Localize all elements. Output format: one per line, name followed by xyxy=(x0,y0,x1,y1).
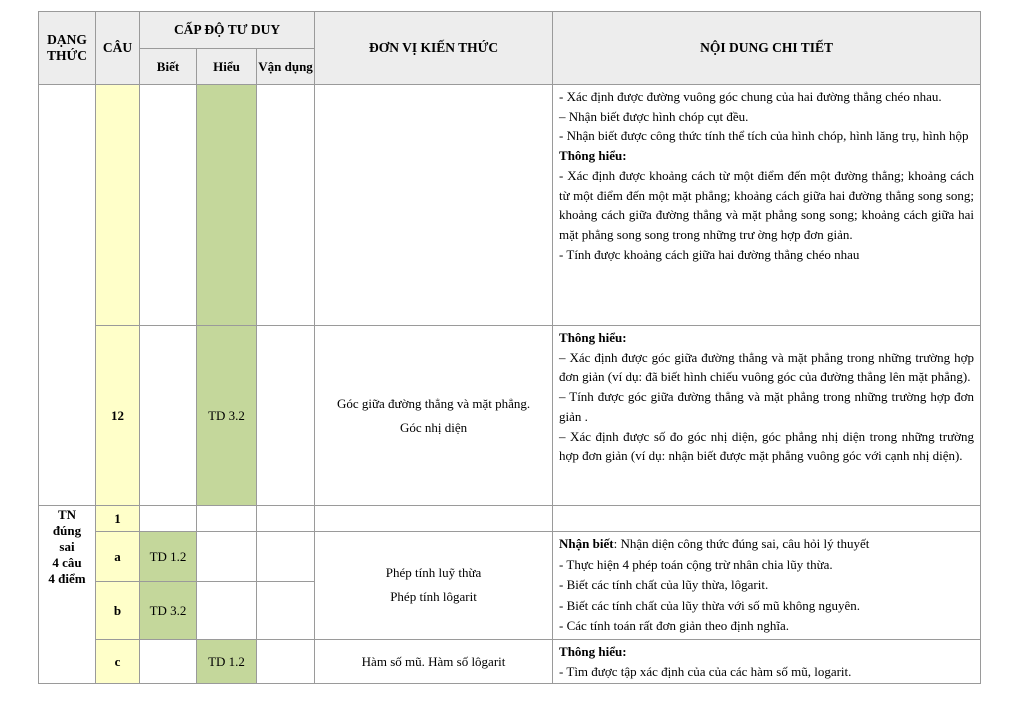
hieu-cell xyxy=(197,85,257,326)
dang-thuc-cell xyxy=(39,85,96,506)
biet-cell xyxy=(140,85,197,326)
detail-cell: Thông hiểu: – Xác định được góc giữa đường thẳng và mặt phẳng trong những trường hợp đơn giản (ví dụ: đã biết hình chiếu vuông góc của đường thẳng lên mặt phẳng). – Tính được góc giữa đường thẳng và mặt phẳng trong những trường hợp đơn giản . – Xác định được số đo góc nhị diện, góc phẳng nhị diện trong những trường hợp đơn giản (ví dụ: nhận biết được mặt phẳng vuông góc với cạnh nhị diện). xyxy=(553,326,981,506)
table-row xyxy=(39,326,981,506)
biet-td: TD 3.2 xyxy=(140,582,197,640)
header-dang-thuc: DẠNG THỨC xyxy=(39,12,96,85)
table-row xyxy=(39,639,981,683)
cau-c: c xyxy=(96,639,140,683)
cau-12: 12 xyxy=(96,326,140,506)
table-row xyxy=(39,532,981,582)
header-biet: Biết xyxy=(140,49,197,85)
unit-cell: Góc giữa đường thẳng và mặt phẳng. Góc nhị diện xyxy=(315,326,553,506)
cau-a: a xyxy=(96,532,140,582)
unit-cell: Hàm số mũ. Hàm số lôgarit xyxy=(315,639,553,683)
table-row xyxy=(39,506,981,532)
header-cap-do: CẤP ĐỘ TƯ DUY xyxy=(140,12,315,49)
cau-b: b xyxy=(96,582,140,640)
biet-td: TD 1.2 xyxy=(140,532,197,582)
table-row xyxy=(39,85,981,326)
dang-thuc-tn: TN đúng sai 4 câu 4 điểm xyxy=(39,506,96,684)
hieu-td: TD 1.2 xyxy=(197,639,257,683)
header-don-vi: ĐƠN VỊ KIẾN THỨC xyxy=(315,12,553,85)
header-hieu: Hiểu xyxy=(197,49,257,85)
unit-cell: Phép tính luỹ thừa Phép tính lôgarit xyxy=(315,532,553,640)
header-van-dung: Vận dụng xyxy=(257,49,315,85)
header-cau: CÂU xyxy=(96,12,140,85)
biet-cell xyxy=(140,326,197,506)
detail-cell: - Xác định được đường vuông góc chung của hai đường thẳng chéo nhau. – Nhận biết được hình chóp cụt đều. - Nhận biết được công thức tính thể tích của hình chóp, hình lăng trụ, hình hộp Thông hiểu: - Xác định được khoảng cách từ một điểm đến một đường thẳng; khoảng cách từ một điểm đến một mặt phẳng; khoảng cách giữa hai đường thẳng song song; khoảng cách giữa đường thẳng và mặt phẳng song song; khoảng cách giữa hai mặt phẳng song song trong những trư ờng hợp đơn giản. - Tính được khoảng cách giữa hai đường thẳng chéo nhau xyxy=(553,85,981,326)
cau-1: 1 xyxy=(96,506,140,532)
knowledge-matrix-table xyxy=(38,11,981,684)
detail-cell: Thông hiểu: - Tìm được tập xác định của của các hàm số mũ, logarit. xyxy=(553,639,981,683)
hieu-td: TD 3.2 xyxy=(197,326,257,506)
cau-cell xyxy=(96,85,140,326)
header-noi-dung: NỘI DUNG CHI TIẾT xyxy=(553,12,981,85)
unit-cell xyxy=(315,85,553,326)
van-dung-cell xyxy=(257,326,315,506)
detail-cell: Nhận biết: Nhận diện công thức đúng sai, câu hỏi lý thuyết - Thực hiện 4 phép toán cộng trừ nhân chia lũy thừa. - Biết các tính chất của lũy thừa, lôgarit. - Biết các tính chất của lũy thừa với số mũ không nguyên. - Các tính toán rất đơn giản theo định nghĩa. xyxy=(553,532,981,640)
van-dung-cell xyxy=(257,85,315,326)
